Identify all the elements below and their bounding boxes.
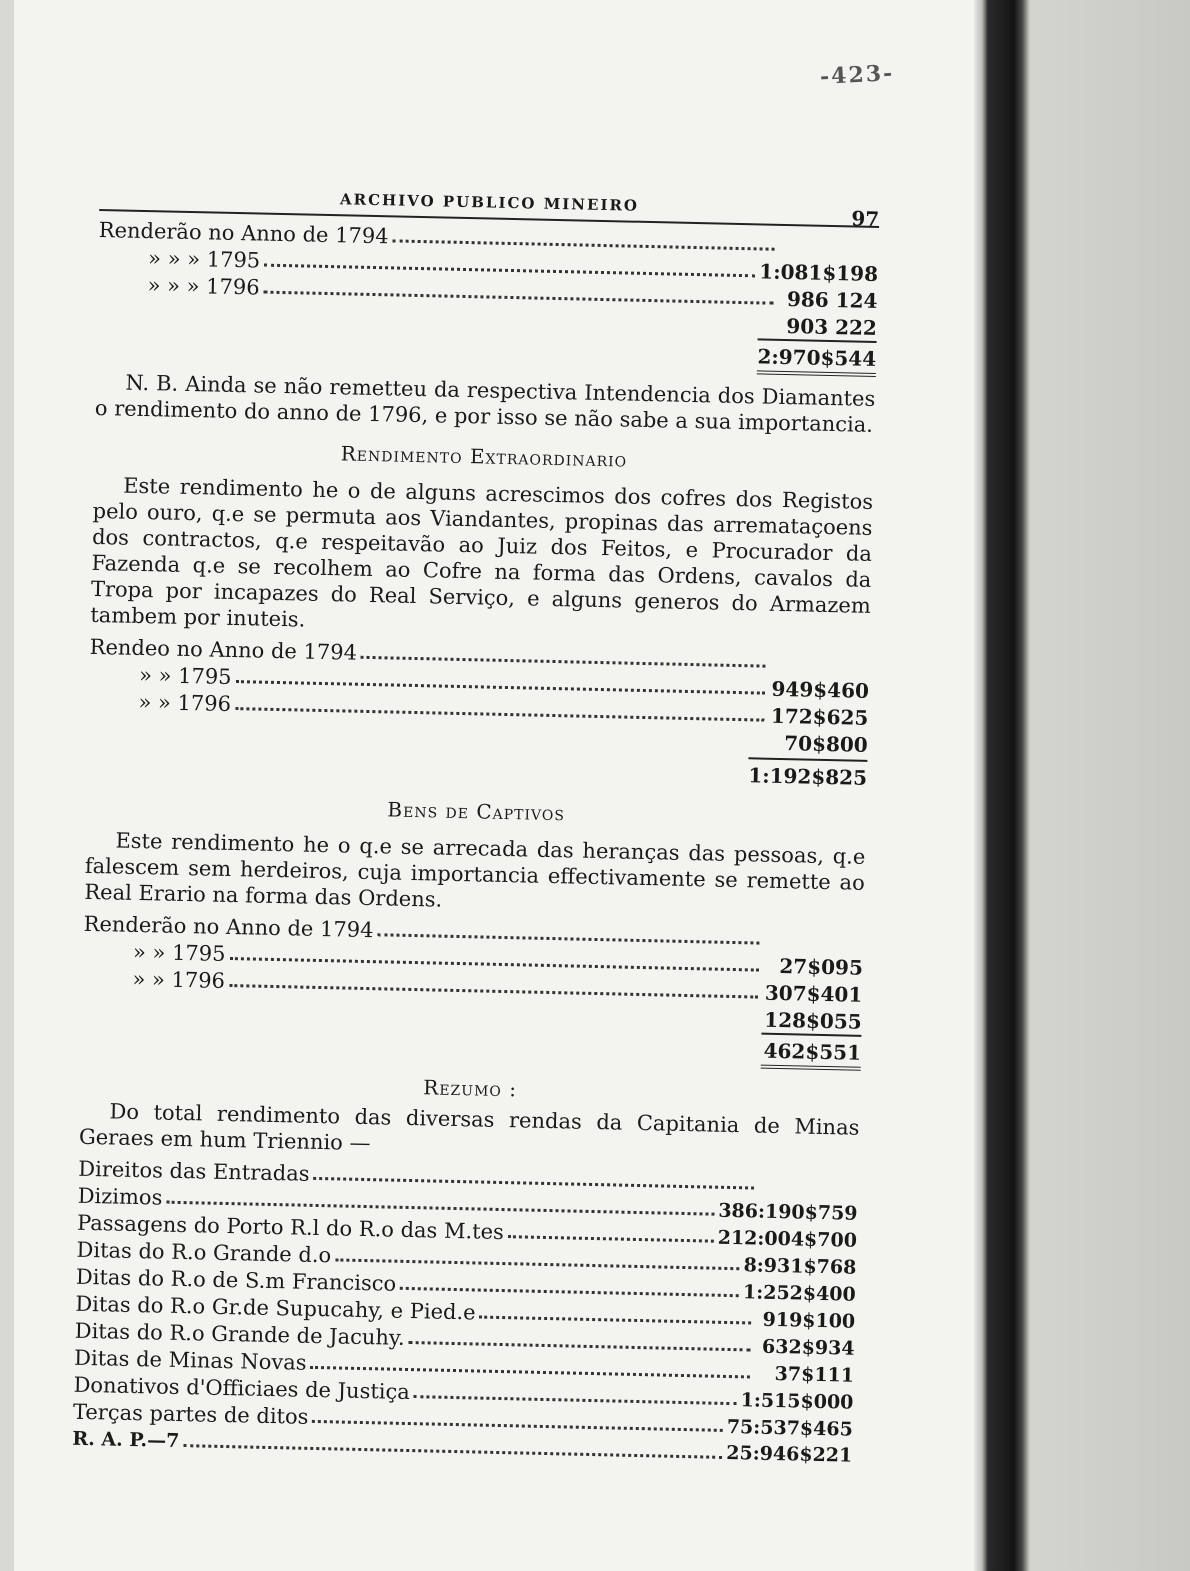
leader-dots (508, 1235, 714, 1242)
leader-dots (414, 1395, 737, 1405)
page-signature-mark: R. A. P.—7 (72, 1427, 180, 1453)
section-paragraph: Este rendimento he o de alguns acrescimos dos cofres dos Registos pelo ouro, q.e se permuta aos Viandantes, propinas das arremataçoens dos contractos, q.e respeitavão ao Juiz dos Feitos, e Procurador da Fazenda q.e se recolhem ao Cofre na forma das Ordens, cavalos da Tropa por incapazes do Real Serviço, e alguns generos do Armazem tambem por inuteis. (90, 473, 874, 632)
row-label: » » 1796 (138, 689, 232, 716)
row-label: Passagens do Porto R.l do R.o das M.tes (76, 1210, 505, 1245)
leader-dots (479, 1316, 751, 1325)
row-value: 1:081$198 (759, 259, 879, 286)
row-value: 70$800 (784, 731, 869, 757)
row-value: 307$401 (764, 980, 863, 1007)
row-label: Renderão no Anno de 1794 (98, 217, 389, 249)
row-label: Direitos das Entradas (78, 1156, 310, 1186)
row-label: Renderão no Anno de 1794 (83, 911, 374, 943)
row-value: 37$111 (774, 1363, 855, 1387)
row-value: 632$934 (761, 1335, 855, 1360)
leader-dots (409, 1341, 751, 1351)
row-value: 8:931$768 (743, 1254, 857, 1279)
row-label: Ditas do R.o Gr.de Supucahy, e Pied.e (75, 1291, 476, 1325)
section-diamantes (95, 217, 879, 438)
row-value: 212:004$700 (717, 1226, 858, 1252)
page-number: 97 (851, 206, 880, 232)
section-rezumo (72, 1067, 860, 1470)
row-label: Ditas do R.o de S.m Francisco (75, 1264, 397, 1296)
section-paragraph: Do total rendimento das diversas rendas da Capitania de Minas Geraes em hum Triennio — (78, 1099, 860, 1156)
leader-dots (392, 239, 774, 250)
row-label: Terças partes de ditos (72, 1399, 309, 1429)
row-label: » » » 1795 (147, 246, 261, 273)
book-spine (974, 0, 1190, 1571)
row-label: Ditas de Minas Novas (73, 1345, 307, 1375)
leader-dots (310, 1366, 750, 1379)
row-label: » » 1795 (132, 939, 226, 966)
leader-dots (361, 656, 766, 668)
section-paragraph: Este rendimento he o q.e se arrecada das heranças das pessoas, q.e falescem sem herdeiros, cuja importancia effectivamente se remette ao Real Erario na forma das Ordens. (84, 828, 866, 912)
row-value: 919$100 (762, 1308, 856, 1333)
row-value: 128$055 (764, 1007, 862, 1034)
row-value: 949$460 (771, 676, 870, 703)
row-value: 986 124 (786, 287, 878, 313)
row-value: 386:190$759 (718, 1199, 858, 1225)
section-title: Rezumo : (423, 1075, 518, 1102)
row-label: » » » 1796 (147, 273, 260, 300)
leader-dots (183, 1444, 722, 1459)
row-value: 172$625 (770, 703, 869, 730)
row-value: 1:515$000 (740, 1389, 854, 1414)
row-label: » » 1795 (138, 662, 232, 689)
row-value: 75:537$465 (726, 1415, 854, 1441)
row-label: Ditas do R.o Grande de Jacuhy. (74, 1318, 405, 1350)
row-value: 27$095 (779, 954, 864, 980)
row-value: 25:946$221 (726, 1441, 853, 1467)
leader-dots (400, 1287, 739, 1297)
row-label: Rendeo no Anno de 1794 (89, 634, 358, 665)
section-total: 462$551 (761, 1033, 862, 1071)
leader-dots (377, 933, 759, 944)
section-total: 2:970$544 (757, 338, 876, 377)
row-label: Dizimos (77, 1183, 163, 1210)
row-label: Donativos d'Officiaes de Justiça (73, 1372, 411, 1405)
journal-title: ARCHIVO PUBLICO MINEIRO (339, 190, 640, 215)
section-title: Bens de Captivos (387, 797, 566, 826)
row-label: Ditas do R.o Grande d.o (76, 1237, 332, 1268)
page-content (72, 175, 880, 1470)
note-paragraph: N. B. Ainda se não remetteu da respectiva Intendencia dos Diamantes o rendimento do anno de 1796, e por isso se não sabe a sua importancia. (94, 370, 876, 437)
section-title: Rendimento Extraordinario (340, 441, 628, 472)
row-label: » » 1796 (132, 966, 226, 993)
leader-dots (312, 1420, 722, 1432)
section-captivos (81, 790, 867, 1070)
row-value: 1:252$400 (742, 1281, 856, 1306)
leader-dots (313, 1177, 754, 1190)
top-page-mark: -423- (819, 60, 895, 90)
section-total: 1:192$825 (748, 757, 867, 792)
leader-dots (335, 1258, 739, 1270)
section-extraordinario (87, 435, 874, 793)
row-value: 903 222 (786, 314, 878, 340)
